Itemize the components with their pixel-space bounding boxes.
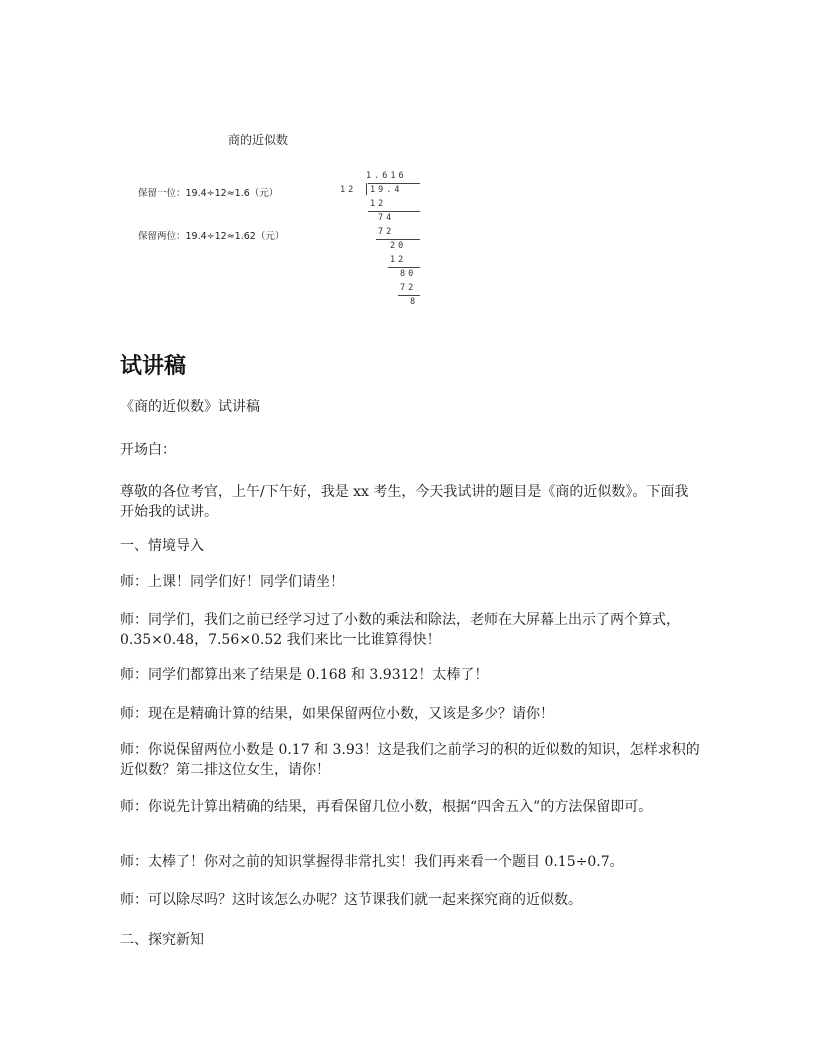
page-heading: 试讲稿 xyxy=(120,354,187,379)
paragraph-lecture-title: 《商的近似数》试讲稿 xyxy=(120,399,260,415)
paragraph-dialogue: 师：现在是精确计算的结果，如果保留两位小数，又该是多少？请你！ xyxy=(120,706,554,722)
paragraph-dialogue: 师：同学们都算出来了结果是 0.168 和 3.9312！太棒了！ xyxy=(120,667,489,683)
paragraph-dialogue: 师：你说先计算出精确的结果，再看保留几位小数，根据“四舍五入”的方法保留即可。 xyxy=(120,799,653,815)
figure-title: 商的近似数 xyxy=(228,133,289,147)
figure-line-one-decimal: 保留一位：19.4÷12≈1.6（元） xyxy=(138,188,279,199)
long-division-step: 12 xyxy=(390,255,407,265)
paragraph-dialogue: 师：上课！同学们好！同学们请坐！ xyxy=(120,574,344,590)
long-division xyxy=(330,165,440,315)
figure-image xyxy=(0,0,816,330)
long-division-step: 72 xyxy=(400,283,417,293)
long-division-step: 12 xyxy=(370,199,387,209)
long-division-rule xyxy=(388,267,420,268)
paragraph-greeting: 尊敬的各位考官，上午/下午好，我是 xx 考生，今天我试讲的题目是《商的近似数》。下面我开始我的试讲。 xyxy=(120,484,689,520)
long-division-divisor: 12 xyxy=(340,185,357,195)
long-division-step: 74 xyxy=(378,213,395,223)
paragraph-dialogue: 师：可以除尽吗？这时该怎么办呢？这节课我们就一起来探究商的近似数。 xyxy=(120,892,582,908)
long-division-bracket xyxy=(366,183,367,195)
paragraph-dialogue: 师：你说保留两位小数是 0.17 和 3.93！这是我们之前学习的积的近似数的知识，怎样求积的近似数？第二排这位女生，请你！ xyxy=(120,742,700,778)
long-division-rule xyxy=(368,211,420,212)
long-division-step: 72 xyxy=(378,227,395,237)
long-division-step: 20 xyxy=(390,241,407,251)
long-division-rule xyxy=(398,295,420,296)
long-division-quotient: 1.616 xyxy=(366,171,407,181)
paragraph-opening: 开场白： xyxy=(120,442,176,458)
long-division-remainder: 8 xyxy=(410,297,419,307)
section-heading-intro: 一、情境导入 xyxy=(120,538,204,554)
paragraph-dialogue: 师：太棒了！你对之前的知识掌握得非常扎实！我们再来看一个题目 0.15÷0.7。 xyxy=(120,854,624,870)
long-division-dividend: 19.4 xyxy=(370,185,403,195)
paragraph-dialogue: 师：同学们，我们之前已经学习过了小数的乘法和除法，老师在大屏幕上出示了两个算式，0.35×0.48，7.56×0.52 我们来比一比谁算得快！ xyxy=(120,612,680,648)
figure-line-two-decimals: 保留两位：19.4÷12≈1.62（元） xyxy=(138,231,285,242)
long-division-bar xyxy=(368,183,420,184)
section-heading-explore: 二、探究新知 xyxy=(120,932,204,948)
long-division-step: 80 xyxy=(400,269,417,279)
long-division-rule xyxy=(376,239,420,240)
